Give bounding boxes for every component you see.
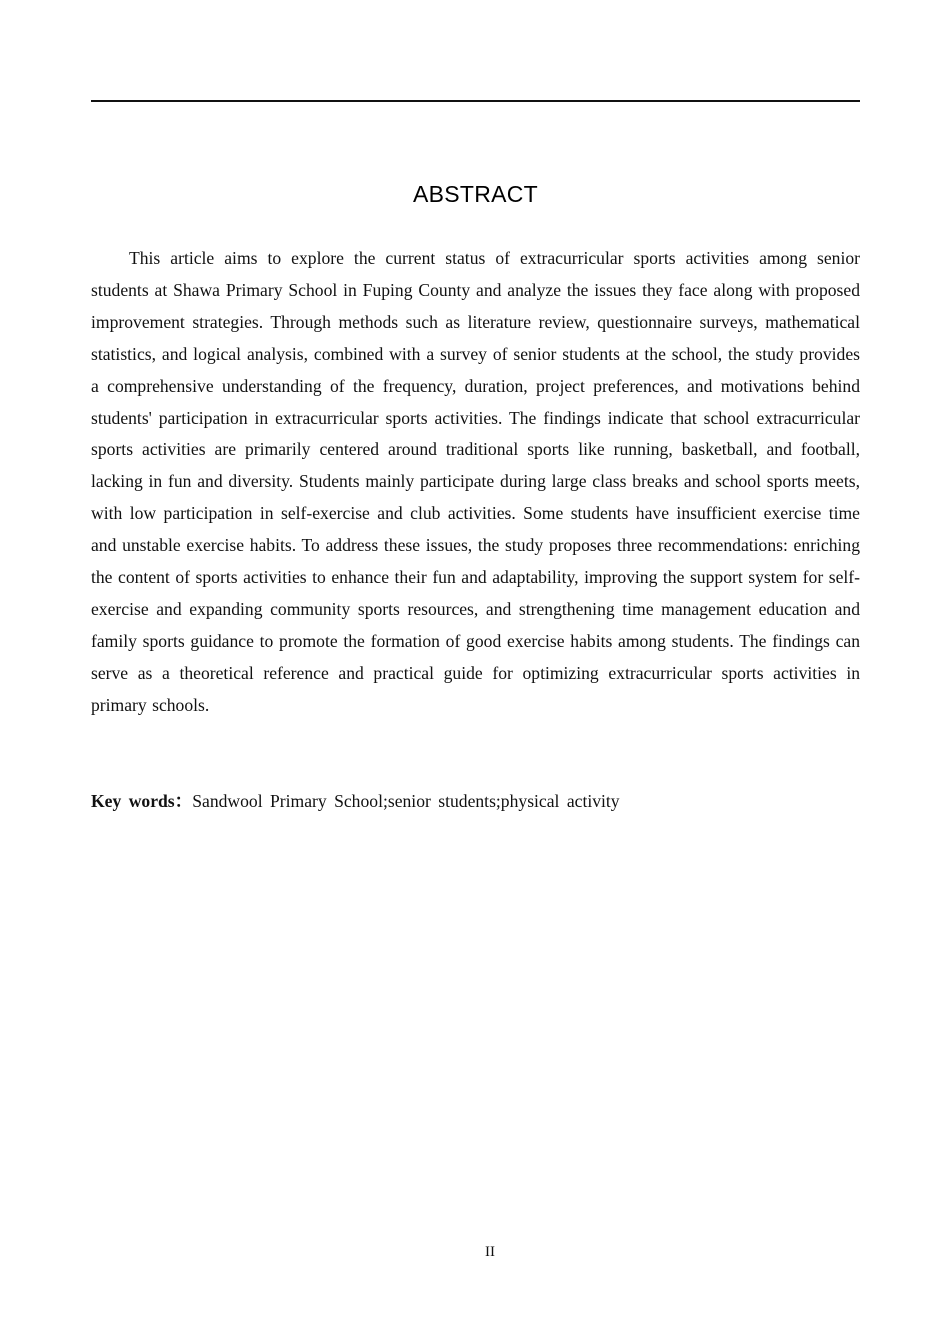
abstract-body: This article aims to explore the current status of extracurricular sports activities among senior students at Shawa Primary School in Fuping County and analyze the issues they face along with proposed improvement strategies. Through methods such as literature review, questionnaire surveys, mathematical statistics, and logical analysis, combined with a survey of senior students at the school, the study provides a comprehensive understanding of the frequency, duration, project preferences, and motivations behind students' participation in extracurricular sports activities. The findings indicate that school extracurricular sports activities are primarily centered around traditional sports like running, basketball, and football, lacking in fun and diversity. Students mainly participate during large class breaks and school sports meets, with low participation in self-exercise and club activities. Some students have insufficient exercise time and unstable exercise habits. To address these issues, the study proposes three recommendations: enriching the content of sports activities to enhance their fun and adaptability, improving the support system for self-exercise and expanding community sports resources, and strengthening time management education and family sports guidance to promote the formation of good exercise habits among students. The findings can serve as a theoretical reference and practical guide for optimizing extracurricular sports activities in primary schools. xyxy=(91,248,860,715)
keywords-line xyxy=(91,786,860,816)
page-number: II xyxy=(485,1244,495,1260)
keywords-value: Sandwool Primary School;senior students;physical activity xyxy=(192,791,620,811)
abstract-title: ABSTRACT xyxy=(412,181,539,207)
keywords-label: Key words： xyxy=(91,791,193,811)
header-rule xyxy=(91,100,860,102)
